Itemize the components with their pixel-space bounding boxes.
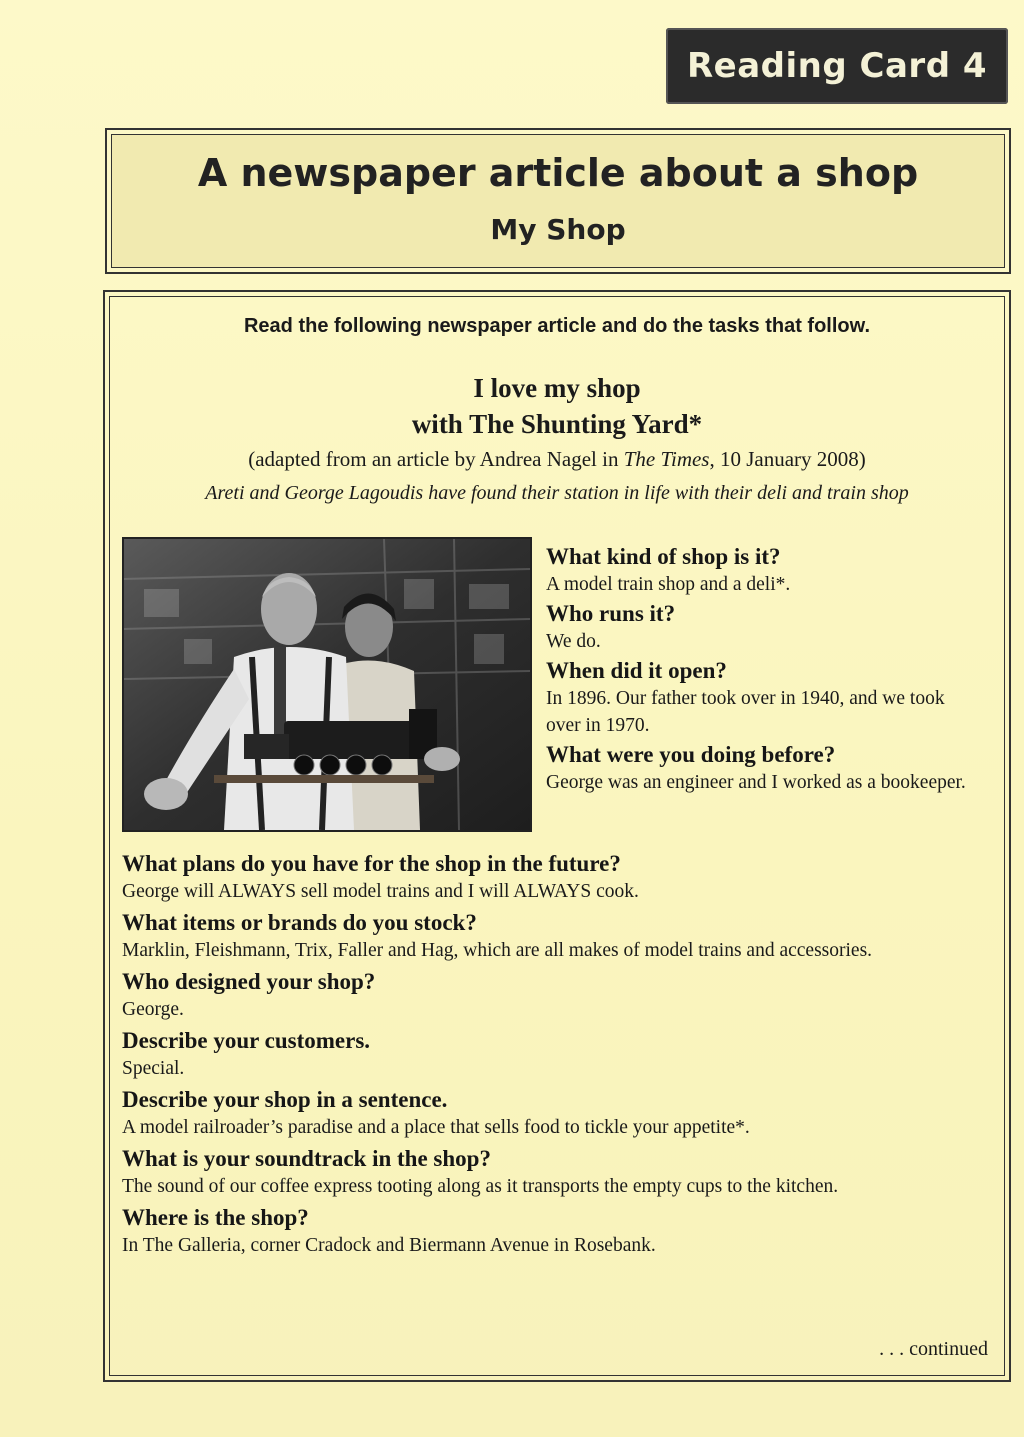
question: What is your soundtrack in the shop? bbox=[122, 1146, 491, 1171]
answer: The sound of our coffee express tooting along as it transports the empty cups to the kitchen. bbox=[122, 1176, 839, 1197]
qa-item bbox=[546, 543, 996, 598]
question: What kind of shop is it? bbox=[546, 544, 781, 569]
qa-item bbox=[546, 741, 996, 796]
article-title-line2: with The Shunting Yard* bbox=[411, 409, 703, 439]
qa-item bbox=[546, 600, 996, 655]
qa-item bbox=[122, 1145, 982, 1200]
answer: We do. bbox=[546, 631, 601, 652]
answer: Special. bbox=[122, 1058, 185, 1079]
qa-item bbox=[122, 1027, 982, 1082]
shop-owners-photo-image bbox=[124, 539, 530, 830]
qa-item bbox=[122, 909, 982, 964]
qa-item bbox=[122, 1204, 982, 1259]
qa-item bbox=[122, 1086, 982, 1141]
qa-item bbox=[122, 968, 982, 1023]
page-title: A newspaper article about a shop bbox=[197, 151, 919, 195]
question: Describe your customers. bbox=[122, 1028, 371, 1053]
source-prefix: (adapted from an article by Andrea Nagel in bbox=[248, 447, 624, 471]
question: Who designed your shop? bbox=[122, 969, 376, 994]
qa-item bbox=[546, 657, 996, 739]
reading-card-label: Reading Card 4 bbox=[686, 46, 988, 86]
answer: In 1896. Our father took over in 1940, and we took over in 1970. bbox=[546, 688, 945, 736]
article-source bbox=[110, 447, 1004, 472]
question: Where is the shop? bbox=[122, 1205, 309, 1230]
reading-card-tab bbox=[666, 28, 1008, 104]
answer: Marklin, Fleishmann, Trix, Faller and Hag, which are all makes of model trains and accessories. bbox=[122, 940, 873, 961]
shop-owners-photo bbox=[122, 537, 532, 832]
qa-item bbox=[122, 850, 982, 905]
instruction-text: Read the following newspaper article and do the tasks that follow. bbox=[243, 315, 870, 337]
source-publication: The Times bbox=[623, 447, 710, 471]
question: When did it open? bbox=[546, 658, 727, 683]
source-suffix: , 10 January 2008) bbox=[709, 447, 866, 471]
answer: In The Galleria, corner Cradock and Biermann Avenue in Rosebank. bbox=[122, 1235, 656, 1256]
answer: George. bbox=[122, 999, 184, 1020]
title-box-inner bbox=[111, 134, 1005, 268]
qa-full-list bbox=[122, 850, 982, 1259]
title-box bbox=[105, 128, 1011, 274]
page-subtitle: My Shop bbox=[490, 213, 626, 246]
qa-side-list bbox=[546, 543, 996, 796]
answer: George was an engineer and I worked as a bookeeper. bbox=[546, 772, 966, 793]
question: What plans do you have for the shop in the future? bbox=[122, 851, 621, 876]
answer: George will ALWAYS sell model trains and I will ALWAYS cook. bbox=[122, 881, 639, 902]
answer: A model train shop and a deli*. bbox=[546, 574, 791, 595]
question: What items or brands do you stock? bbox=[122, 910, 477, 935]
continued-note: . . . continued bbox=[879, 1338, 988, 1360]
content-box-inner bbox=[109, 296, 1005, 1376]
question: Who runs it? bbox=[546, 601, 676, 626]
question: What were you doing before? bbox=[546, 742, 836, 767]
question: Describe your shop in a sentence. bbox=[122, 1087, 448, 1112]
article-tagline: Areti and George Lagoudis have found their station in life with their deli and train shop bbox=[205, 482, 909, 504]
answer: A model railroader’s paradise and a place that sells food to tickle your appetite*. bbox=[122, 1117, 750, 1138]
article-title-line1: I love my shop bbox=[473, 373, 641, 403]
content-box bbox=[103, 290, 1011, 1382]
